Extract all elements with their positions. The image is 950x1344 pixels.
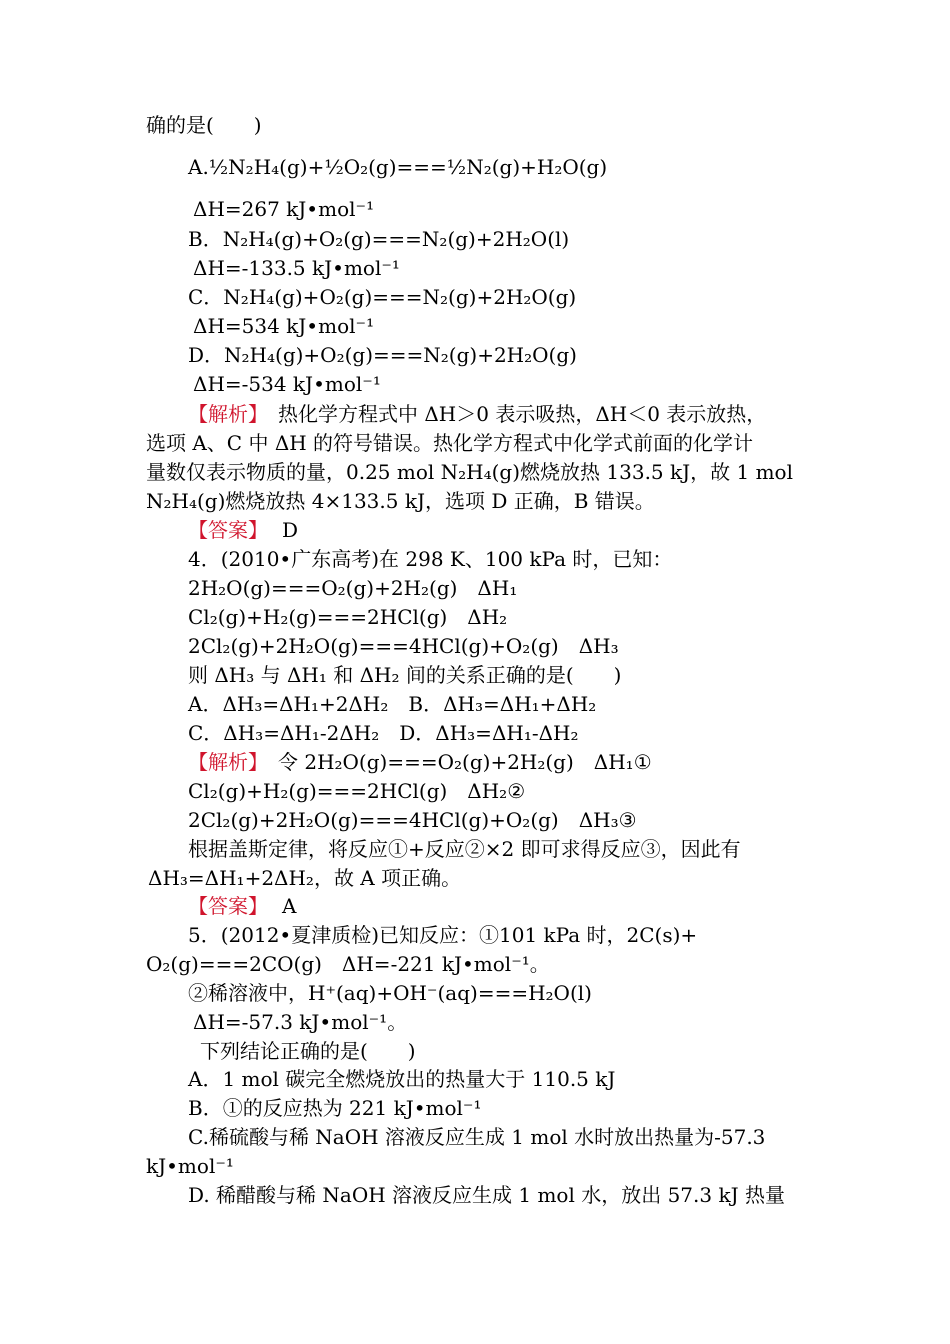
- answer-tag: 【答案】: [188, 894, 268, 918]
- equation-2: Cl₂(g)+H₂(g)===2HCl(g) ΔH₂: [188, 605, 508, 629]
- option-d: D. 稀醋酸与稀 NaOH 溶液反应生成 1 mol 水，放出 57.3 kJ 热量: [188, 1183, 785, 1207]
- question-5: 5．(2012•夏津质检)已知反应：①101 kPa 时，2C(s)+: [188, 923, 698, 947]
- option-b: B．①的反应热为 221 kJ•mol⁻¹: [188, 1096, 482, 1120]
- answer-value: D: [282, 518, 299, 542]
- delta-h-line: ΔH=-133.5 kJ•mol⁻¹: [193, 256, 400, 280]
- option-b: B．N₂H₄(g)+O₂(g)===N₂(g)+2H₂O(l): [188, 227, 570, 251]
- equation-3: 2Cl₂(g)+2H₂O(g)===4HCl(g)+O₂(g) ΔH₃: [188, 634, 619, 658]
- option-c: C．N₂H₄(g)+O₂(g)===N₂(g)+2H₂O(g): [188, 285, 577, 309]
- delta-h-line: ΔH=267 kJ•mol⁻¹: [193, 197, 375, 221]
- options-cd: C．ΔH₃=ΔH₁-2ΔH₂ D．ΔH₃=ΔH₁-ΔH₂: [188, 721, 579, 745]
- analysis-tag: 【解析】: [188, 750, 258, 774]
- answer-line: [188, 517, 298, 543]
- text-line: N₂H₄(g)燃烧放热 4×133.5 kJ，选项 D 正确，B 错误。: [146, 489, 655, 513]
- text-line: O₂(g)===2CO(g) ΔH=-221 kJ•mol⁻¹。: [146, 952, 550, 976]
- text-line: ②稀溶液中，H⁺(aq)+OH⁻(aq)===H₂O(l): [188, 981, 592, 1005]
- delta-h-line: ΔH=-57.3 kJ•mol⁻¹。: [193, 1010, 408, 1034]
- question-stem: 则 ΔH₃ 与 ΔH₁ 和 ΔH₂ 间的关系正确的是( ): [188, 663, 622, 687]
- equation-3-marked: 2Cl₂(g)+2H₂O(g)===4HCl(g)+O₂(g) ΔH₃③: [188, 808, 637, 832]
- equation-2-marked: Cl₂(g)+H₂(g)===2HCl(g) ΔH₂②: [188, 779, 526, 803]
- question-4: 4．(2010•广东高考)在 298 K、100 kPa 时，已知：: [188, 547, 673, 571]
- option-c: C.稀硫酸与稀 NaOH 溶液反应生成 1 mol 水时放出热量为-57.3: [188, 1125, 766, 1149]
- option-a: A.½N₂H₄(g)+½O₂(g)===½N₂(g)+H₂O(g): [188, 155, 608, 179]
- analysis-line: 【解析】 热化学方程式中 ΔH＞0 表示吸热，ΔH＜0 表示放热，: [188, 402, 767, 426]
- equation-1: 2H₂O(g)===O₂(g)+2H₂(g) ΔH₁: [188, 576, 518, 600]
- option-d: D．N₂H₄(g)+O₂(g)===N₂(g)+2H₂O(g): [188, 343, 577, 367]
- answer-line: [188, 893, 296, 919]
- text-line: 量数仅表示物质的量，0.25 mol N₂H₄(g)燃烧放热 133.5 kJ，故 1 mol: [146, 460, 793, 484]
- text-line: ΔH₃=ΔH₁+2ΔH₂，故 A 项正确。: [148, 866, 462, 890]
- delta-h-line: ΔH=-534 kJ•mol⁻¹: [193, 372, 381, 396]
- option-a: A．1 mol 碳完全燃烧放出的热量大于 110.5 kJ: [188, 1067, 616, 1091]
- options-ab: A．ΔH₃=ΔH₁+2ΔH₂ B．ΔH₃=ΔH₁+ΔH₂: [188, 692, 597, 716]
- analysis-line: 【解析】 令 2H₂O(g)===O₂(g)+2H₂(g) ΔH₁①: [188, 750, 652, 774]
- text-line: 确的是( ): [146, 113, 262, 137]
- delta-h-line: ΔH=534 kJ•mol⁻¹: [193, 314, 375, 338]
- analysis-tag: 【解析】: [188, 402, 258, 426]
- text-line: 选项 A、C 中 ΔH 的符号错误。热化学方程式中化学式前面的化学计: [146, 431, 754, 455]
- question-stem: 下列结论正确的是( ): [200, 1039, 416, 1063]
- text-line: kJ•mol⁻¹: [146, 1154, 234, 1178]
- text-line: 根据盖斯定律，将反应①+反应②×2 即可求得反应③，因此有: [188, 837, 741, 861]
- answer-tag: 【答案】: [188, 518, 268, 542]
- answer-value: A: [282, 894, 297, 918]
